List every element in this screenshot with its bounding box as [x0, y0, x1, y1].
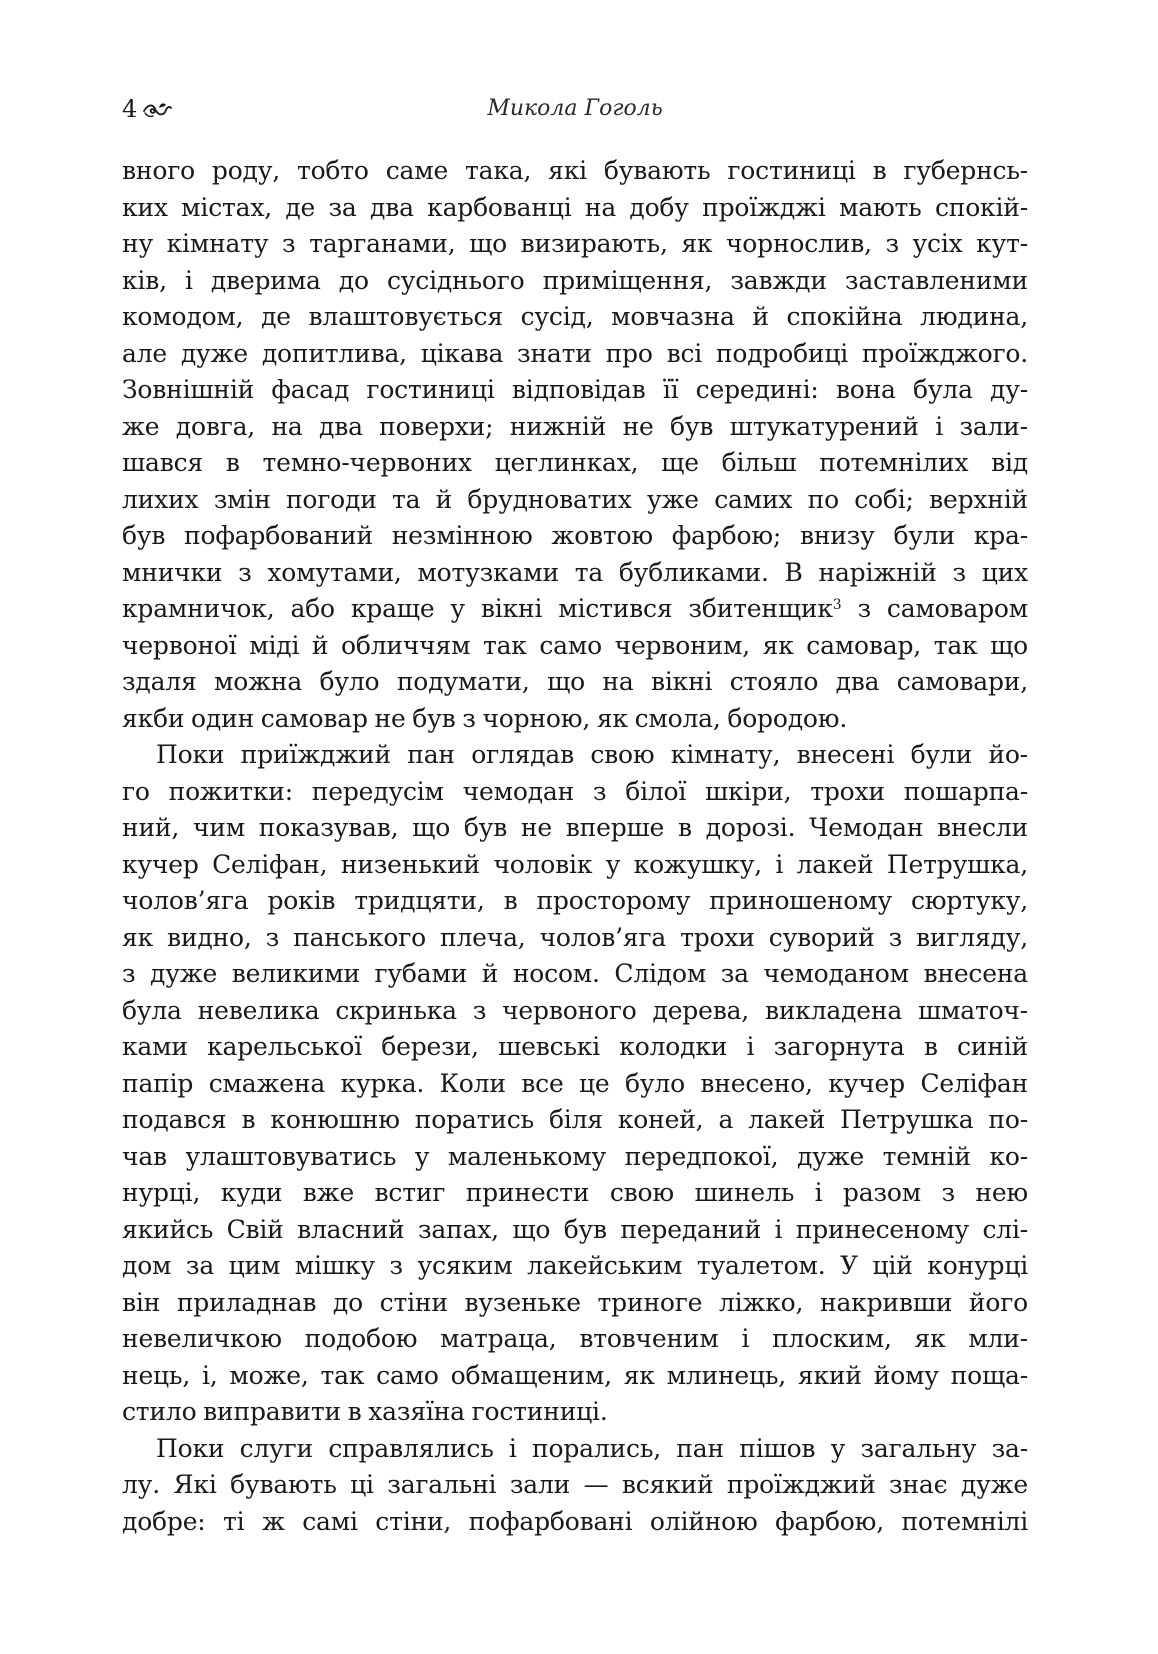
text-line: комодом, де влаштовується сусід, мовчазна й спокійна людина,	[122, 302, 1028, 331]
text-line: крамничок, або краще у вікні містився збитенщик$^3$ з самоваром	[122, 594, 1028, 623]
text-line: шався в темно-червоних цеглинках, ще більш потемнілих від	[122, 448, 1028, 477]
text-line: стило виправити в хазяїна гостиниці.	[122, 1397, 608, 1426]
text-line: Зовнішній фасад гостиниці відповідав її середині: вона була ду-	[122, 375, 1028, 404]
text-line: він приладнав до стіни вузеньке триноге ліжко, накривши його	[122, 1287, 1028, 1317]
text-line: папір смажена курка. Коли все це було внесено, кучер Селіфан	[122, 1068, 1028, 1098]
text-line: вного роду, тобто саме така, які бувають гостиниці в губернсь-	[122, 156, 1028, 185]
text-line: лихих змін погоди та й брудноватих уже самих по собі; верхній	[122, 484, 1028, 514]
text-line: якийсь Свій власний запах, що був переданий і принесеному слі-	[122, 1214, 1028, 1244]
footnote-marker[interactable]: 3	[832, 597, 842, 613]
text-line: ний, чим показував, що був не вперше в дорозі. Чемодан внесли	[122, 813, 1028, 842]
text-line: була невелика скринька з червоного дерева, викладена шматоч-	[122, 995, 1028, 1025]
text-line: добре: ті ж самі стіни, пофарбовані олійною фарбою, потемнілі	[122, 1506, 1028, 1536]
text-line: червоної міді й обличчям так само червоним, як самовар, так що	[122, 630, 1028, 660]
text-line: Поки приїжджий пан оглядав свою кімнату, внесені були йо-	[156, 740, 1028, 769]
text-line: го пожитки: передусім чемодан з білої шкіри, трохи пошарпа-	[122, 776, 1028, 806]
text-line: невеличкою подобою матраца, втовченим і плоским, як мли-	[122, 1324, 1028, 1353]
text-line: як видно, з панського плеча, чолов’яга трохи суворий з вигляду,	[122, 922, 1028, 952]
text-line: чолов’яга років тридцяти, в просторому приношеному сюртуку,	[122, 886, 1028, 915]
page-number: 4	[122, 95, 138, 123]
text-line: дом за цим мішку з усяким лакейським туалетом. У цій конурці	[122, 1251, 1028, 1280]
text-line: же довга, на два поверхи; нижній не був штукатурений і зали-	[122, 411, 1028, 441]
running-title: Микола Гоголь	[487, 96, 663, 121]
running-head	[122, 92, 1028, 126]
text-line: мнички з хомутами, мотузками та бубликами. В наріжній з цих	[122, 557, 1028, 587]
text-line: нець, і, може, так само обмащеним, як млинець, який йому поща-	[122, 1360, 1028, 1390]
text-line: кучер Селіфан, низенький чоловік у кожушку, і лакей Петрушка,	[122, 849, 1028, 879]
text-line: нурці, куди вже встиг принести свою шинель і разом з нею	[122, 1178, 1028, 1207]
text-line: був пофарбований незмінною жовтою фарбою; внизу були кра-	[122, 521, 1028, 550]
floral-ornament-icon	[142, 98, 172, 120]
text-line: якби один самовар не був з чорною, як смола, бородою.	[122, 703, 848, 733]
text-line: ками карельської берези, шевські колодки і загорнута в синій	[122, 1032, 1028, 1061]
text-line: але дуже допитлива, цікава знати про всі подробиці проїжджого.	[122, 338, 1028, 368]
text-line: з дуже великими губами й носом. Слідом за чемоданом внесена	[122, 959, 1028, 988]
text-line: Поки слуги справлялись і порались, пан пішов у загальну за-	[156, 1433, 1028, 1463]
text-line: ків, і дверима до сусіднього приміщення, завжди заставленими	[122, 265, 1028, 295]
text-line: здаля можна було подумати, що на вікні стояло два самовари,	[122, 667, 1028, 696]
text-line: ких містах, де за два карбованці на добу проїжджі мають спокій-	[122, 192, 1028, 222]
text-line: лу. Які бувають ці загальні зали — всякий проїжджий знає дуже	[122, 1470, 1028, 1499]
body-text	[122, 153, 1028, 1540]
text-line: подався в конюшню поратись біля коней, а лакей Петрушка по-	[122, 1105, 1028, 1134]
text-line: ну кімнату з тарганами, що визирають, як чорнослив, з усіх кут-	[122, 229, 1028, 258]
text-line: чав улаштовуватись у маленькому передпокої, дуже темній ко-	[122, 1141, 1028, 1171]
